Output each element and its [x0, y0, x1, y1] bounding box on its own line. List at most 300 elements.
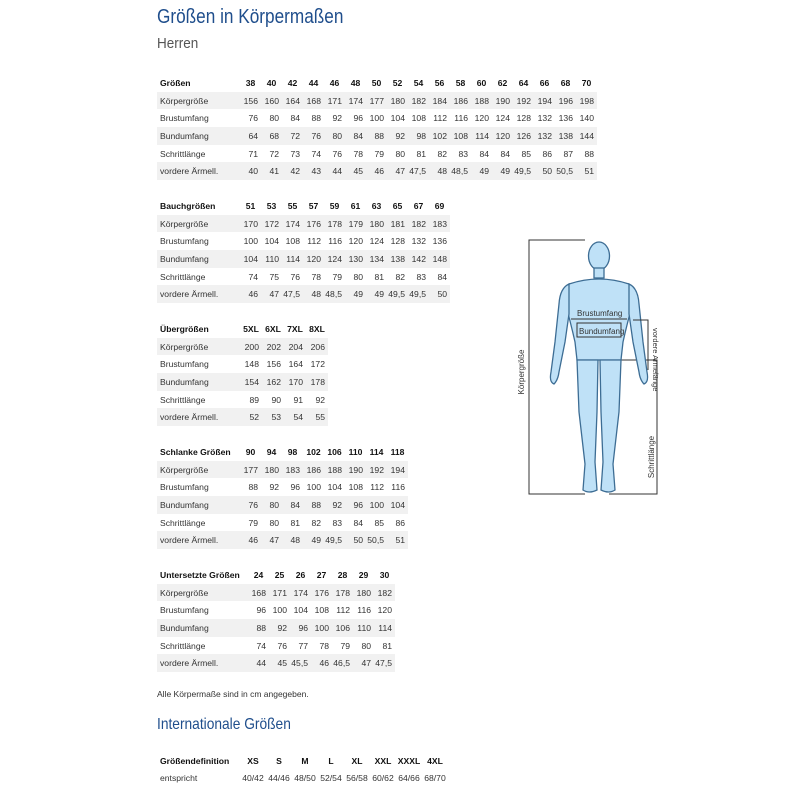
international-title: Internationale Größen — [157, 716, 291, 733]
table-column-header: 70 — [581, 77, 592, 88]
row-label: vordere Ärmell. — [157, 654, 248, 672]
table-cell: 76 — [290, 271, 300, 282]
table-cell: 174 — [290, 584, 311, 602]
table-cell: 78 — [319, 640, 329, 651]
table-cell: 112 — [433, 113, 447, 124]
table-cell: 180 — [353, 584, 374, 602]
table-row — [157, 215, 450, 233]
table-row — [157, 637, 395, 655]
row-label: Brustumfang — [160, 605, 209, 616]
table-cell: 100 — [272, 605, 287, 616]
table-cell: 177 — [240, 461, 261, 479]
table-column-header: 63 — [371, 200, 382, 211]
table-cell: 49 — [492, 162, 513, 180]
table-cell: 91 — [293, 394, 303, 405]
table-column-header: M — [301, 755, 309, 766]
row-label: Körpergröße — [157, 215, 240, 233]
table-cell: 40/42 — [242, 772, 264, 783]
table-cell: 188 — [471, 92, 492, 110]
table-row — [157, 408, 328, 426]
table-row — [157, 373, 328, 391]
table-cell: 84 — [500, 148, 510, 159]
table-cell: 186 — [450, 92, 471, 110]
table-row — [157, 162, 597, 180]
table-cell: 144 — [576, 127, 597, 145]
table-cell: 100 — [243, 236, 258, 247]
table-cell: 51 — [576, 162, 597, 180]
table-cell: 78 — [311, 271, 321, 282]
size-table-ueber — [157, 320, 328, 426]
table-column-header: L — [328, 755, 334, 766]
table-cell: 82 — [395, 271, 405, 282]
table-column-header: 54 — [413, 77, 424, 88]
table-row — [157, 92, 597, 110]
table-cell: 120 — [377, 605, 392, 616]
table-cell: 100 — [369, 113, 384, 124]
table-row — [157, 619, 395, 637]
table-cell: 46,5 — [332, 654, 353, 672]
table-cell: 202 — [262, 338, 284, 356]
table-cell: 112 — [307, 236, 321, 247]
table-cell: 47 — [387, 162, 408, 180]
table-row — [157, 338, 328, 356]
table-cell: 88 — [248, 482, 258, 493]
table-cell: 45 — [345, 162, 366, 180]
table-cell: 83 — [332, 517, 342, 528]
body-part — [629, 284, 648, 384]
table-column-header: 59 — [329, 200, 340, 211]
table-cell: 50,5 — [366, 531, 387, 549]
table-cell: 130 — [345, 250, 366, 268]
table-row — [157, 461, 408, 479]
table-cell: 162 — [262, 373, 284, 391]
table-cell: 132 — [534, 127, 555, 145]
table-cell: 44 — [248, 654, 269, 672]
table-column-header: 65 — [392, 200, 403, 211]
table-cell: 106 — [332, 619, 353, 637]
table-cell: 44/46 — [268, 772, 290, 783]
table-cell: 156 — [240, 92, 261, 110]
row-label: Bundumfang — [157, 250, 240, 268]
table-cell: 48,5 — [324, 285, 345, 303]
table-cell: 46 — [240, 531, 261, 549]
table-cell: 49,5 — [387, 285, 408, 303]
table-cell: 172 — [310, 359, 325, 370]
table-cell: 49 — [303, 531, 324, 549]
table-cell: 48 — [429, 162, 450, 180]
table-cell: 79 — [340, 640, 350, 651]
table-column-header: XS — [247, 755, 259, 766]
table-column-header: 38 — [245, 77, 256, 88]
table-column-header: 114 — [369, 446, 384, 457]
table-column-header: 51 — [245, 200, 256, 211]
table-cell: 132 — [537, 113, 552, 124]
table-cell: 86 — [395, 517, 405, 528]
table-cell: 104 — [293, 605, 308, 616]
table-column-header: 28 — [337, 569, 348, 580]
table-cell: 128 — [516, 113, 531, 124]
table-cell: 204 — [284, 338, 306, 356]
table-cell: 76 — [248, 113, 258, 124]
table-column-header: 40 — [266, 77, 277, 88]
table-cell: 52 — [240, 408, 262, 426]
row-label: Körpergröße — [157, 92, 240, 110]
body-silhouette — [550, 242, 647, 492]
table-cell: 104 — [264, 236, 279, 247]
table-cell: 102 — [429, 127, 450, 145]
table-cell: 104 — [327, 482, 342, 493]
table-cell: 190 — [492, 92, 513, 110]
table-cell: 84 — [345, 127, 366, 145]
row-label: Schrittlänge — [160, 394, 206, 405]
table-cell: 108 — [314, 605, 329, 616]
table-cell: 132 — [411, 236, 426, 247]
table-cell: 85 — [374, 517, 384, 528]
table-cell: 116 — [357, 605, 371, 616]
row-label: vordere Ärmell. — [157, 408, 240, 426]
table-column-header: 94 — [266, 446, 277, 457]
table-cell: 114 — [282, 250, 303, 268]
table-row — [157, 355, 328, 373]
table-cell: 74 — [256, 640, 266, 651]
table-header-row — [157, 566, 395, 584]
table-cell: 194 — [387, 461, 408, 479]
table-cell: 176 — [311, 584, 332, 602]
table-cell: 114 — [374, 619, 395, 637]
row-label: Brustumfang — [160, 482, 209, 493]
table-header-row — [157, 443, 408, 461]
table-header-label: Größendefinition — [160, 755, 230, 766]
table-cell: 72 — [269, 148, 279, 159]
table-cell: 81 — [416, 148, 426, 159]
table-header-label: Untersetzte Größen — [160, 569, 240, 580]
table-column-header: 55 — [287, 200, 298, 211]
table-cell: 82 — [311, 517, 321, 528]
table-cell: 92 — [315, 394, 325, 405]
table-column-header: 30 — [379, 569, 390, 580]
table-cell: 100 — [366, 496, 387, 514]
table-cell: 80 — [269, 113, 279, 124]
table-cell: 180 — [366, 215, 387, 233]
table-cell: 48 — [303, 285, 324, 303]
table-column-header: 69 — [434, 200, 445, 211]
table-column-header: XXL — [374, 755, 392, 766]
table-cell: 126 — [513, 127, 534, 145]
table-cell: 148 — [429, 250, 450, 268]
table-cell: 96 — [290, 482, 300, 493]
table-cell: 200 — [240, 338, 262, 356]
table-header-label: Größen — [160, 77, 191, 88]
table-cell: 181 — [387, 215, 408, 233]
table-cell: 80 — [269, 517, 279, 528]
table-column-header: 118 — [390, 446, 405, 457]
table-row — [157, 584, 395, 602]
table-cell: 48 — [282, 531, 303, 549]
row-label: Bundumfang — [157, 619, 248, 637]
table-cell: 164 — [288, 359, 303, 370]
inseam-label: Schrittlänge — [647, 435, 656, 479]
table-cell: 184 — [429, 92, 450, 110]
table-cell: 49,5 — [408, 285, 429, 303]
table-cell: 60/62 — [372, 772, 394, 783]
table-cell: 178 — [332, 584, 353, 602]
table-cell: 148 — [244, 359, 259, 370]
table-row — [157, 127, 597, 145]
table-cell: 80 — [361, 640, 371, 651]
row-label: Körpergröße — [157, 338, 240, 356]
table-column-header: 106 — [327, 446, 342, 457]
table-cell: 84 — [282, 496, 303, 514]
table-cell: 50,5 — [555, 162, 576, 180]
table-header-label: Bauchgrößen — [160, 200, 216, 211]
table-cell: 53 — [262, 408, 284, 426]
table-cell: 170 — [284, 373, 306, 391]
table-cell: 92 — [324, 496, 345, 514]
table-cell: 81 — [290, 517, 300, 528]
table-cell: 206 — [306, 338, 328, 356]
table-column-header: 8XL — [309, 323, 325, 334]
row-label: Brustumfang — [160, 359, 209, 370]
table-cell: 72 — [282, 127, 303, 145]
table-cell: 179 — [345, 215, 366, 233]
table-cell: 124 — [324, 250, 345, 268]
table-cell: 71 — [248, 148, 258, 159]
table-cell: 180 — [387, 92, 408, 110]
table-cell: 45 — [269, 654, 290, 672]
table-cell: 81 — [374, 271, 384, 282]
table-cell: 178 — [324, 215, 345, 233]
table-header-row — [157, 752, 448, 769]
table-cell: 180 — [261, 461, 282, 479]
table-header-label: Schlanke Größen — [160, 446, 231, 457]
row-label: vordere Ärmell. — [157, 531, 240, 549]
table-cell: 138 — [555, 127, 576, 145]
table-cell: 183 — [282, 461, 303, 479]
table-cell: 100 — [306, 482, 321, 493]
table-cell: 76 — [277, 640, 287, 651]
table-column-header: 48 — [350, 77, 361, 88]
table-cell: 88 — [248, 619, 269, 637]
table-cell: 182 — [374, 584, 395, 602]
table-cell: 83 — [458, 148, 468, 159]
table-column-header: XXXL — [397, 755, 421, 766]
row-label: Schrittlänge — [160, 640, 206, 651]
table-column-header: 6XL — [265, 323, 281, 334]
table-cell: 43 — [303, 162, 324, 180]
table-row — [157, 285, 450, 303]
table-cell: 186 — [303, 461, 324, 479]
table-cell: 190 — [345, 461, 366, 479]
table-cell: 172 — [261, 215, 282, 233]
table-cell: 84 — [290, 113, 300, 124]
table-row — [157, 478, 408, 496]
table-cell: 104 — [390, 113, 405, 124]
table-cell: 46 — [311, 654, 332, 672]
table-cell: 96 — [345, 496, 366, 514]
body-measurement-figure — [505, 232, 675, 502]
table-cell: 176 — [303, 215, 324, 233]
table-cell: 88 — [311, 113, 321, 124]
table-column-header: 7XL — [287, 323, 303, 334]
table-cell: 124 — [495, 113, 510, 124]
table-cell: 80 — [353, 271, 363, 282]
row-label: vordere Ärmell. — [157, 285, 240, 303]
table-cell: 114 — [471, 127, 492, 145]
table-cell: 140 — [579, 113, 594, 124]
table-column-header: 56 — [434, 77, 445, 88]
table-cell: 89 — [249, 394, 259, 405]
table-cell: 76 — [303, 127, 324, 145]
table-cell: 46 — [240, 285, 261, 303]
table-cell: 47,5 — [374, 654, 395, 672]
body-part — [577, 360, 598, 492]
table-cell: 76 — [240, 496, 261, 514]
table-cell: 188 — [324, 461, 345, 479]
table-cell: 192 — [366, 461, 387, 479]
table-column-header: 58 — [455, 77, 466, 88]
table-cell: 177 — [366, 92, 387, 110]
table-cell: 80 — [395, 148, 405, 159]
table-cell: 87 — [563, 148, 573, 159]
row-label: Schrittlänge — [160, 517, 206, 528]
table-row — [157, 145, 597, 163]
table-cell: 50 — [429, 285, 450, 303]
row-label: Körpergröße — [157, 461, 240, 479]
table-column-header: 67 — [413, 200, 424, 211]
table-cell: 136 — [432, 236, 447, 247]
table-cell: 120 — [474, 113, 489, 124]
table-cell: 45,5 — [290, 654, 311, 672]
table-column-header: 68 — [560, 77, 571, 88]
table-cell: 74 — [311, 148, 321, 159]
table-cell: 183 — [429, 215, 450, 233]
table-column-header: 44 — [308, 77, 319, 88]
table-cell: 174 — [345, 92, 366, 110]
table-cell: 192 — [513, 92, 534, 110]
table-column-header: 52 — [392, 77, 403, 88]
table-cell: 49 — [366, 285, 387, 303]
table-cell: 48/50 — [294, 772, 316, 783]
body-part — [600, 360, 621, 492]
table-cell: 80 — [324, 127, 345, 145]
table-column-header: 50 — [371, 77, 382, 88]
table-row — [157, 268, 450, 286]
table-cell: 92 — [387, 127, 408, 145]
table-cell: 88 — [366, 127, 387, 145]
table-cell: 194 — [534, 92, 555, 110]
table-column-header: 62 — [497, 77, 508, 88]
table-header-row — [157, 320, 328, 338]
table-column-header: 4XL — [427, 755, 443, 766]
table-cell: 96 — [290, 619, 311, 637]
table-header-row — [157, 74, 597, 92]
table-column-header: XL — [351, 755, 363, 766]
table-cell: 49 — [345, 285, 366, 303]
table-cell: 112 — [336, 605, 350, 616]
table-cell: 64 — [240, 127, 261, 145]
table-cell: 92 — [332, 113, 342, 124]
table-cell: 110 — [353, 619, 374, 637]
table-column-header: 60 — [476, 77, 487, 88]
table-row — [157, 250, 450, 268]
table-row — [157, 391, 328, 409]
row-label: entspricht — [160, 772, 198, 783]
table-cell: 120 — [348, 236, 363, 247]
table-cell: 112 — [370, 482, 384, 493]
table-column-header: 102 — [306, 446, 321, 457]
table-cell: 142 — [408, 250, 429, 268]
table-cell: 81 — [382, 640, 392, 651]
body-part — [550, 284, 569, 384]
size-table-schlank — [157, 443, 408, 549]
table-row — [157, 496, 408, 514]
table-column-header: 42 — [287, 77, 298, 88]
size-table-bauch — [157, 197, 450, 303]
table-cell: 88 — [303, 496, 324, 514]
table-cell: 108 — [450, 127, 471, 145]
table-cell: 50 — [345, 531, 366, 549]
row-label: Schrittlänge — [160, 271, 206, 282]
table-cell: 171 — [324, 92, 345, 110]
table-cell: 88 — [584, 148, 594, 159]
table-cell: 77 — [298, 640, 308, 651]
table-column-header: 26 — [295, 569, 306, 580]
table-cell: 73 — [290, 148, 300, 159]
table-cell: 116 — [454, 113, 468, 124]
table-cell: 160 — [261, 92, 282, 110]
table-header-row — [157, 197, 450, 215]
row-label: Brustumfang — [160, 113, 209, 124]
table-cell: 86 — [542, 148, 552, 159]
table-cell: 136 — [558, 113, 573, 124]
table-column-header: 53 — [266, 200, 277, 211]
row-label: Bundumfang — [157, 373, 240, 391]
table-cell: 92 — [269, 619, 290, 637]
international-size-table — [157, 752, 448, 786]
table-row — [157, 654, 395, 672]
table-cell: 110 — [261, 250, 282, 268]
page-title: Größen in Körpermaßen — [157, 6, 344, 28]
table-cell: 90 — [271, 394, 281, 405]
table-cell: 96 — [256, 605, 266, 616]
table-cell: 54 — [284, 408, 306, 426]
table-column-header: 5XL — [243, 323, 259, 334]
table-cell: 64/66 — [398, 772, 420, 783]
table-cell: 84 — [353, 517, 363, 528]
table-cell: 49,5 — [513, 162, 534, 180]
table-cell: 47,5 — [408, 162, 429, 180]
table-cell: 41 — [261, 162, 282, 180]
table-cell: 56/58 — [346, 772, 368, 783]
table-cell: 47 — [261, 531, 282, 549]
body-part — [589, 242, 610, 270]
row-label: vordere Ärmell. — [157, 162, 240, 180]
table-cell: 42 — [282, 162, 303, 180]
table-column-header: 24 — [253, 569, 264, 580]
table-column-header: 29 — [358, 569, 369, 580]
row-label: Schrittlänge — [160, 148, 206, 159]
table-cell: 98 — [408, 127, 429, 145]
table-cell: 120 — [492, 127, 513, 145]
table-cell: 134 — [366, 250, 387, 268]
table-cell: 124 — [369, 236, 384, 247]
table-cell: 76 — [332, 148, 342, 159]
table-column-header: 98 — [287, 446, 298, 457]
table-cell: 108 — [348, 482, 363, 493]
table-cell: 79 — [248, 517, 258, 528]
size-table-normal — [157, 74, 597, 180]
table-cell: 79 — [374, 148, 384, 159]
